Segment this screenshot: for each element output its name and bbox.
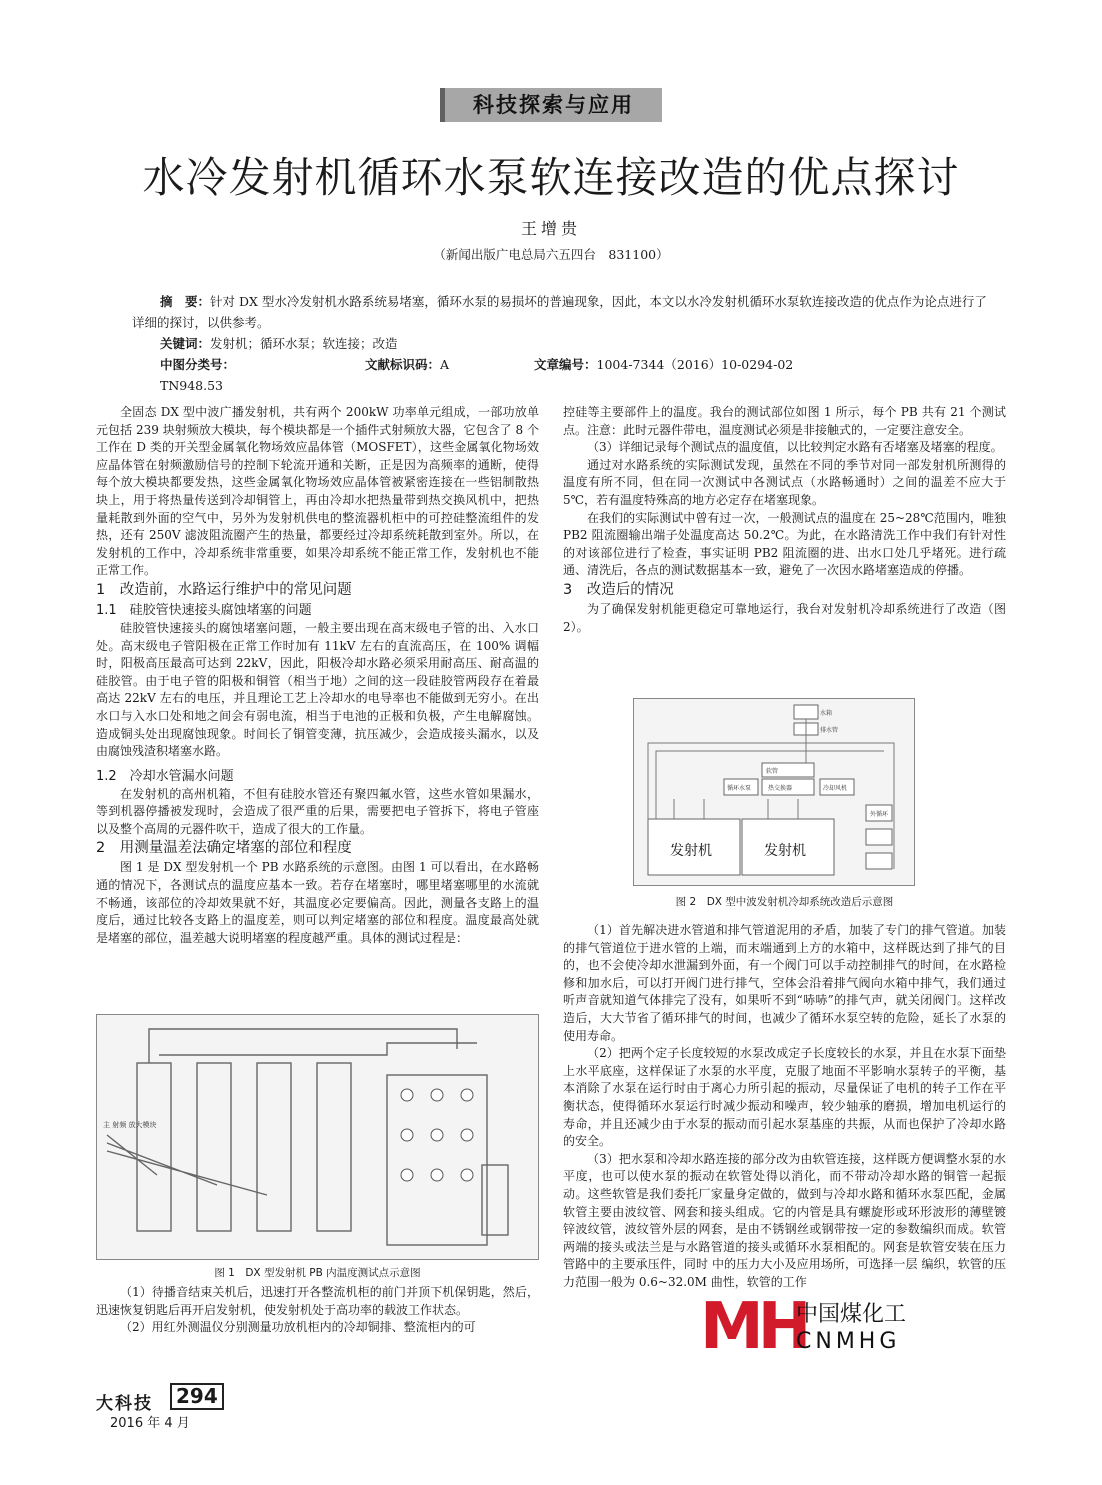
- section-1-1-heading: 1.1 硅胶管快速接头腐蚀堵塞的问题: [96, 602, 312, 618]
- water-tank-label: 水箱: [820, 710, 833, 717]
- right-para-a: 控硅等主要部件上的温度。我台的测试部位如图 1 所示，每个 PB 共有 21 个测试点。注意：此时元器件带电，温度测试必须是非接触式的，一定要注意安全。: [563, 405, 1006, 437]
- article-number: [534, 354, 834, 375]
- right-para-c: 通过对水路系统的实际测试发现，虽然在不同的季节对同一部发射机所测得的温度有所不同，但在同一次测试中各测试点（水路畅通时）之间的温差不应大于 5℃，若有温度特殊高的地方必定存在堵塞现象。: [563, 457, 1006, 507]
- section-2-heading: 2 用测量温差法确定堵塞的部位和程度: [96, 840, 352, 857]
- transmitter-1-label: 发射机: [670, 843, 712, 859]
- watermark-logo: [700, 1290, 912, 1364]
- doc-code-label: 文献标识码：: [365, 357, 441, 372]
- right-para-d: 在我们的实际测试中曾有过一次，一般测试点的温度在 25~28℃范围内，唯独 PB2 阻流圈输出端子处温度高达 50.2℃。为此，在水路清洗工作中我们有针对性的对该部位进行了检查，事实证明 PB2 阻流圈的进、出水口处几乎堵死。进行疏通、清洗后，各点的测试数据基本一致，避免了一次因水路堵塞造成的停播。: [563, 510, 1006, 578]
- figure-2-diagram: [634, 699, 914, 885]
- watermark-cn-name: 中国煤化工: [796, 1302, 907, 1327]
- left-column: [96, 404, 539, 947]
- module-tube-3: [257, 1063, 291, 1231]
- clc-number: [160, 354, 290, 396]
- hose-label: 软管: [766, 768, 779, 775]
- step-2-paragraph: （2）用红外测温仪分别测量功放机柜内的冷却铜排、整流柜内的可: [120, 1320, 476, 1335]
- article-no-value: 1004-7344（2016）10-0294-02: [596, 357, 794, 372]
- side-box-3: [866, 853, 892, 869]
- section-1-1-paragraph: 硅胶管快速接头的腐蚀堵塞问题，一般主要出现在高末级电子管的出、入水口处。高末级电子管阳极在正常工作时加有 11kV 左右的直流高压，在 100% 调幅时，阳极高压最高可达到 22kV，因此，阳极冷却水路必须采用耐高压、耐高温的硅胶管。由于电子管的阳极和铜管（相当于地）之间的这一段硅胶管两段存在着最高达 22kV 左右的电压，并且理论工艺上冷却水的电导率也不能做到无穷小。在出水口与入水口处和地之间会有弱电流，相当于电池的正极和负极，产生电解腐蚀。造成铜头处出现腐蚀现象。时间长了铜管变薄，抗压减少，会造成接头漏水，以及由腐蚀残渣积堵塞水路。: [96, 620, 539, 759]
- watermark-en-name: CNMHG: [796, 1329, 901, 1354]
- author: 王增贵: [520, 219, 581, 238]
- top-pipe: [149, 1029, 457, 1063]
- clc-label: 中图分类号：: [160, 357, 236, 372]
- issue-date: 2016 年 4 月: [110, 1416, 190, 1431]
- right-para-f: （1）首先解决进水管道和排气管道泥用的矛盾，加装了专门的排气管道。加装的排气管道位于进水管的上端，而末端通到上方的水箱中，这样既达到了排气的目的，也不会使冷却水泄漏到外面，有一个阀门可以手动控制排气的时间，在水路检修和加水后，可以打开阀门进行排气，空体会沿着排气阀向水箱中排气，我们通过听声音就知道气体排完了没有，如果听不到“哧哧”的排气声，就关闭阀门。这样改造后，大大节省了循环排气的时间，也减少了循环水泵空转的危险，延长了水泵的使用寿命。: [563, 923, 1006, 1043]
- clc-value: TN948.53: [160, 378, 224, 393]
- step-1-paragraph: （1）待播音结束关机后，迅速打开各整流机柜的前门并顶下机保钥匙，然后，迅速恢复钥匙后再开启发射机，使发射机处于高功率的载波工作状态。: [96, 1285, 539, 1317]
- right-column: [563, 404, 1006, 636]
- transmitter-2-label: 发射机: [764, 843, 806, 859]
- test-leader-lines: [107, 1135, 267, 1195]
- exhaust-label: 排水管: [820, 727, 839, 734]
- article-no-label: 文章编号：: [534, 357, 597, 372]
- right-column-bottom: [563, 922, 1006, 1291]
- left-column-bottom: [96, 1284, 539, 1337]
- module-tube-1: [137, 1063, 171, 1231]
- section-1-2-paragraph: 在发射机的高州机箱，不但有硅胶水管还有聚四氟水管，这些水管如果漏水，等到机器停播被发现时，会造成了很严重的后果，需要把电子管拆下，将电子管座以及整个高周的元器件吹干，造成了很大的工作量。: [96, 786, 539, 836]
- section-3-heading: 3 改造后的情况: [563, 581, 674, 598]
- abstract: [132, 291, 992, 333]
- heat-exchanger-label: 热交换器: [768, 785, 793, 792]
- right-para-b: （3）详细记录每个测试点的温度值，以比较判定水路有否堵塞及堵塞的程度。: [587, 440, 1003, 455]
- figure-2-caption: 图 2 DX 型中波发射机冷却系统改造后示意图: [675, 896, 894, 908]
- doc-code-value: A: [440, 357, 450, 372]
- choke: [482, 1165, 508, 1235]
- doc-code: [365, 354, 515, 375]
- keywords-text: 发射机；循环水泵；软连接；改造: [210, 336, 398, 351]
- branch-pipes: [674, 799, 798, 819]
- figure-1-label: 主 射频 放大模块: [103, 1121, 157, 1129]
- section-2-paragraph: 图 1 是 DX 型发射机一个 PB 水路系统的示意图。由图 1 可以看出，在水路畅通的情况下，各测试点的温度应基本一致。若存在堵塞时，哪里堵塞哪里的水流就不畅通，该部位的冷却效果就不好，其温度必定要偏高。因此，测量各支路上的温度后，通过比较各支路上的温度差，则可以判定堵塞的部位和程度。温度最高处就是堵塞的部位，温差越大说明堵塞的程度越严重。具体的测试过程是：: [96, 860, 539, 945]
- module-tube-2: [197, 1063, 231, 1231]
- abstract-label: 摘 要：: [160, 294, 211, 309]
- section-1-2-heading: 1.2 冷却水管漏水问题: [96, 768, 234, 784]
- figure-2: [633, 698, 915, 886]
- article-title: 水冷发射机循环水泵软连接改造的优点探讨: [142, 153, 960, 202]
- water-tank-box: [794, 705, 818, 719]
- journal-name: 大科技: [96, 1394, 153, 1414]
- affiliation: （新闻出版广电总局六五四台 831100）: [433, 247, 669, 262]
- intro-paragraph: 全固态 DX 型中波广播发射机，共有两个 200kW 功率单元组成，一部功放单元包括 239 块射频放大模块，每个模块都是一个插件式射频放大器，它包含了 8 个工作在 D 类的开关型金属氧化物场效应晶体管（MOSFET），这些金属氧化物场效应晶体管在射频激励信号的控制下轮流开通和关断，正是因为高频率的通断，使得每个放大模块都要发热，这些金属氧化物场效应晶体管被紧密连接在一些铝制散热块上，用于将热量传送到冷却铜管上，再由冷却水把热量带到热交换风机中，把热量耗散到外面的空气中，另外为发射机供电的整流器机柜中的可控硅整流组件的发热，还有 250V 滤波阻流圈产生的热量，都要经过冷却系统耗散到室外。所以，在发射机的工作中，冷却系统非常重要，如果冷却系统不能正常工作，发射机也不能正常工作。: [96, 405, 539, 578]
- fan-label: 冷却风机: [823, 785, 848, 792]
- watermark-mh-mark: MH: [700, 1290, 806, 1364]
- side-box-2: [866, 829, 892, 845]
- side-label: 外循环: [870, 811, 889, 818]
- module-tube-4: [317, 1063, 351, 1231]
- figure-1-diagram: [97, 1015, 538, 1259]
- return-pipe: [159, 1043, 477, 1055]
- figure-1-caption: 图 1 DX 型发射机 PB 内温度测试点示意图: [214, 1267, 421, 1279]
- figure-1: [96, 1014, 539, 1260]
- section-banner: 科技探索与应用: [440, 88, 662, 122]
- abstract-text: 针对 DX 型水冷发射机水路系统易堵塞，循环水泵的易损坏的普遍现象，因此，本文以水冷发射机循环水泵软连接改造的优点作为论点进行了详细的探讨，以供参考。: [132, 294, 987, 330]
- right-para-h: （3）把水泵和冷却水路连接的部分改为由软管连接，这样既方便调整水泵的水平度，也可以使水泵的振动在软管处得以消化，而不带动冷却水路的铜管一起振动。这些软管是我们委托厂家量身定做的，做到与冷却水路和循环水泵匹配，金属软管主要由波纹管、网套和接头组成。它的内管是具有螺旋形或环形波形的薄壁镀锌波纹管，波纹管外层的网套，是由不锈钢丝或钢带按一定的参数编织而成。软管两端的接头或法兰是与水路管道的接头或循环水泵相配的。网套是软管安装在压力管路中的主要承压件，同时 中的压力大小及应用场所，可选择一层 编织，软管的压力范围一般为 0.6~32.0M 曲性，软管的工作: [563, 1151, 1006, 1289]
- section-1-heading: 1 改造前，水路运行维护中的常见问题: [96, 581, 352, 598]
- keywords-label: 关键词：: [160, 336, 211, 351]
- right-para-e: 为了确保发射机能更稳定可靠地运行，我台对发射机冷却系统进行了改造（图 2）。: [563, 601, 1006, 634]
- keywords: [160, 333, 1020, 354]
- page-number: 294: [170, 1383, 224, 1410]
- right-para-g: （2）把两个定子长度较短的水泵改成定子长度较长的水泵，并且在水泵下面垫上水平底座，这样保证了水泵的水平度，克服了地面不平影响水泵转子的平衡，基本消除了水泵在运行时由于离心力所引起的振动，尽量保证了电机的转子工作在平衡状态，使得循环水泵运行时减少振动和噪声，较少轴承的磨损，增加电机运行的寿命，并且还减少由于水泵的振动而引起水泵基座的共振，从而也保护了冷却水路的安全。: [563, 1046, 1006, 1149]
- pump-label: 循环水泵: [727, 785, 752, 792]
